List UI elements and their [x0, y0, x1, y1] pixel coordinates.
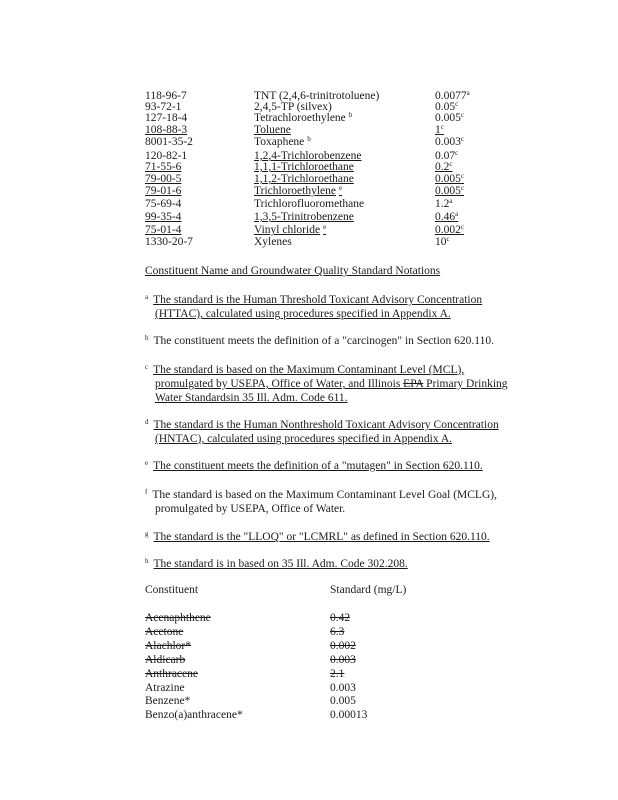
notation-mark: c [460, 111, 464, 119]
cas-number: 1330-20-7 [145, 236, 193, 248]
chemical-name [254, 161, 354, 173]
notation-mark: a [145, 293, 149, 301]
notation-mark: c [460, 135, 464, 143]
chemical-name-text: Vinyl chloride [254, 224, 321, 236]
notation-mark: a [466, 89, 470, 97]
constituent-name: Benzo(a)anthracene* [145, 709, 243, 721]
notation-text: promulgated by USEPA, Office of Water. [155, 503, 346, 515]
notation-mark: b [307, 135, 311, 143]
notation-text: Water Standardsin 35 Ill. Adm. Code 611. [155, 392, 348, 404]
cas-number: 75-01-4 [145, 224, 182, 236]
cas-number: 108-88-3 [145, 124, 188, 136]
chemical-name-text: Toluene [254, 124, 291, 136]
notation-b [145, 334, 545, 348]
notation-text: The standard is based on the Maximum Contaminant Level (MCL), [153, 364, 465, 376]
notation-mark: a [449, 197, 453, 205]
constituent-name: Atrazine [145, 682, 185, 694]
notation-text [155, 378, 508, 390]
chemical-name [254, 124, 291, 136]
cas-number: 79-00-5 [145, 173, 182, 185]
standard-value-text: 0.005 [435, 112, 461, 124]
cas-number: 8001-35-2 [145, 136, 193, 148]
notation-mark: e [338, 184, 343, 192]
constituent-standard: 6.3 [330, 626, 345, 638]
notation-mark: c [460, 223, 464, 231]
cas-number: 79-01-6 [145, 185, 182, 197]
notation-text-part: promulgated by USEPA, Office of Water, and Illinois [155, 378, 404, 390]
notation-line [145, 459, 545, 473]
chemical-name-text: 1,2,4-Trichlorobenzene [254, 150, 362, 162]
notation-line [145, 363, 545, 377]
cas-number: 75-69-4 [145, 198, 182, 210]
notation-mark: d [145, 418, 149, 426]
chemical-name-text: Tetrachloroethylene [254, 112, 346, 124]
notation-line [145, 307, 545, 321]
notation-line [145, 293, 545, 307]
notation-text: The constituent meets the definition of a "carcinogen" in Section 620.110. [153, 335, 494, 347]
constituent-name: Alachlor* [145, 640, 191, 652]
column-header-standard: Standard (mg/L) [330, 584, 407, 596]
constituent-standard: 0.003 [330, 654, 356, 666]
chemical-name-text: TNT (2,4,6-trinitrotoluene) [254, 90, 380, 102]
notation-mark: c [446, 235, 450, 243]
notation-mark: f [145, 488, 148, 496]
notation-text-part: Primary Drinking [423, 378, 508, 390]
standard-value-text: 0.002 [435, 224, 461, 236]
constituent-name: Acetone [145, 626, 184, 638]
constituent-standard: 0.42 [330, 612, 351, 624]
standard-value [435, 185, 464, 197]
constituent-standard: 0.002 [330, 640, 356, 652]
cas-number: 127-18-4 [145, 112, 188, 124]
notation-a [145, 293, 545, 321]
standard-value [435, 211, 458, 223]
notation-line [145, 502, 545, 516]
notation-mark: c [460, 172, 464, 180]
notation-mark: e [145, 459, 149, 467]
constituent-name: Acenaphthene [145, 612, 211, 624]
constituent-standard: 0.003 [330, 682, 356, 694]
chemical-name [254, 198, 364, 210]
notation-f [145, 488, 545, 516]
constituent-standard: 0.005 [330, 695, 356, 707]
standard-value-text: 0.46 [435, 211, 456, 223]
notation-line [145, 391, 545, 405]
notation-text: The constituent meets the definition of a "mutagen" in Section 620.110. [153, 460, 483, 472]
notation-line [145, 334, 545, 348]
notation-line [145, 557, 545, 571]
chemical-name [254, 136, 311, 148]
chemical-name-text: Xylenes [254, 236, 292, 248]
column-header-constituent: Constituent [145, 584, 199, 596]
standard-value [435, 161, 452, 173]
notation-d [145, 418, 545, 446]
chemical-name-text: Trichloroethylene [254, 185, 336, 197]
constituent-standard: 0.00013 [330, 709, 368, 721]
notation-mark: g [145, 530, 149, 538]
chemical-name-text: 2,4,5-TP (silvex) [254, 101, 332, 113]
standard-value-text: 0.005 [435, 185, 461, 197]
notation-mark: c [145, 363, 149, 371]
notation-text: The standard is the Human Nonthreshold Toxicant Advisory Concentration [153, 419, 499, 431]
standard-value [435, 198, 452, 210]
notations-heading: Constituent Name and Groundwater Quality Standard Notations [145, 265, 441, 277]
notation-mark: e [323, 223, 327, 231]
standard-value [435, 124, 444, 136]
constituent-name: Benzene* [145, 695, 191, 707]
notation-line [145, 432, 545, 446]
standard-value-text: 0.2 [435, 161, 450, 173]
cas-number: 93-72-1 [145, 101, 182, 113]
notation-g [145, 530, 545, 544]
standard-value [435, 136, 464, 148]
notation-mark: a [455, 210, 459, 218]
notation-mark: c [455, 100, 459, 108]
notation-mark: c [449, 160, 453, 168]
standard-value-text: 1.2 [435, 198, 450, 210]
deleted-text: EPA [403, 378, 424, 390]
notation-text: The standard is the Human Threshold Toxicant Advisory Concentration [153, 294, 483, 306]
notation-c [145, 363, 545, 405]
constituent-standard: 2.1 [330, 668, 345, 680]
standard-value [435, 173, 464, 185]
notation-text: (HNTAC), calculated using procedures specified in Appendix A. [155, 433, 453, 445]
chemical-name [254, 236, 292, 248]
notation-mark: c [455, 149, 459, 157]
standard-value-text: 0.003 [435, 136, 461, 148]
notation-mark: b [145, 334, 149, 342]
notation-line [145, 530, 545, 544]
chemical-name-text: Trichlorofluoromethane [254, 198, 365, 210]
notation-line [145, 488, 545, 502]
cas-number: 99-35-4 [145, 211, 182, 223]
notation-mark: h [145, 557, 149, 565]
chemical-name [254, 112, 352, 124]
standard-value-text: 0.0077 [435, 90, 467, 102]
cas-number: 118-96-7 [145, 90, 187, 102]
notation-text: The standard is based on the Maximum Contaminant Level Goal (MCLG), [152, 489, 497, 501]
chemical-name [254, 185, 342, 197]
standard-value [435, 112, 464, 124]
standard-value-text: 0.05 [435, 101, 456, 113]
notation-line [145, 377, 545, 391]
notation-mark: b [348, 111, 353, 119]
cas-number: 120-82-1 [145, 150, 188, 162]
standard-value-text: 1 [435, 124, 441, 136]
notation-line [145, 418, 545, 432]
chemical-name-text: Toxaphene [254, 136, 305, 148]
chemical-name [254, 211, 354, 223]
standard-value-text: 10 [435, 236, 447, 248]
constituent-name: Anthracene [145, 668, 198, 680]
notation-e [145, 459, 545, 473]
notation-text: The standard is in based on 35 Ill. Adm. Code 302.208. [153, 558, 408, 570]
chemical-name-text: 1,1,2-Trichloroethane [254, 173, 354, 185]
notation-mark: c [460, 184, 464, 192]
notation-mark: c [440, 123, 444, 131]
chemical-name-text: 1,3,5-Trinitrobenzene [254, 211, 354, 223]
notation-text: (HTTAC), calculated using procedures specified in Appendix A. [155, 308, 451, 320]
constituent-name: Aldicarb [145, 654, 186, 666]
notation-text: The standard is the "LLOQ" or "LCMRL" as defined in Section 620.110. [153, 531, 490, 543]
standard-value-text: 0.07 [435, 150, 456, 162]
standard-value-text: 0.005 [435, 173, 461, 185]
standard-value [435, 236, 450, 248]
chemical-name [254, 224, 326, 236]
cas-number: 71-55-6 [145, 161, 182, 173]
notation-h [145, 557, 545, 571]
chemical-name-text: 1,1,1-Trichloroethane [254, 161, 354, 173]
